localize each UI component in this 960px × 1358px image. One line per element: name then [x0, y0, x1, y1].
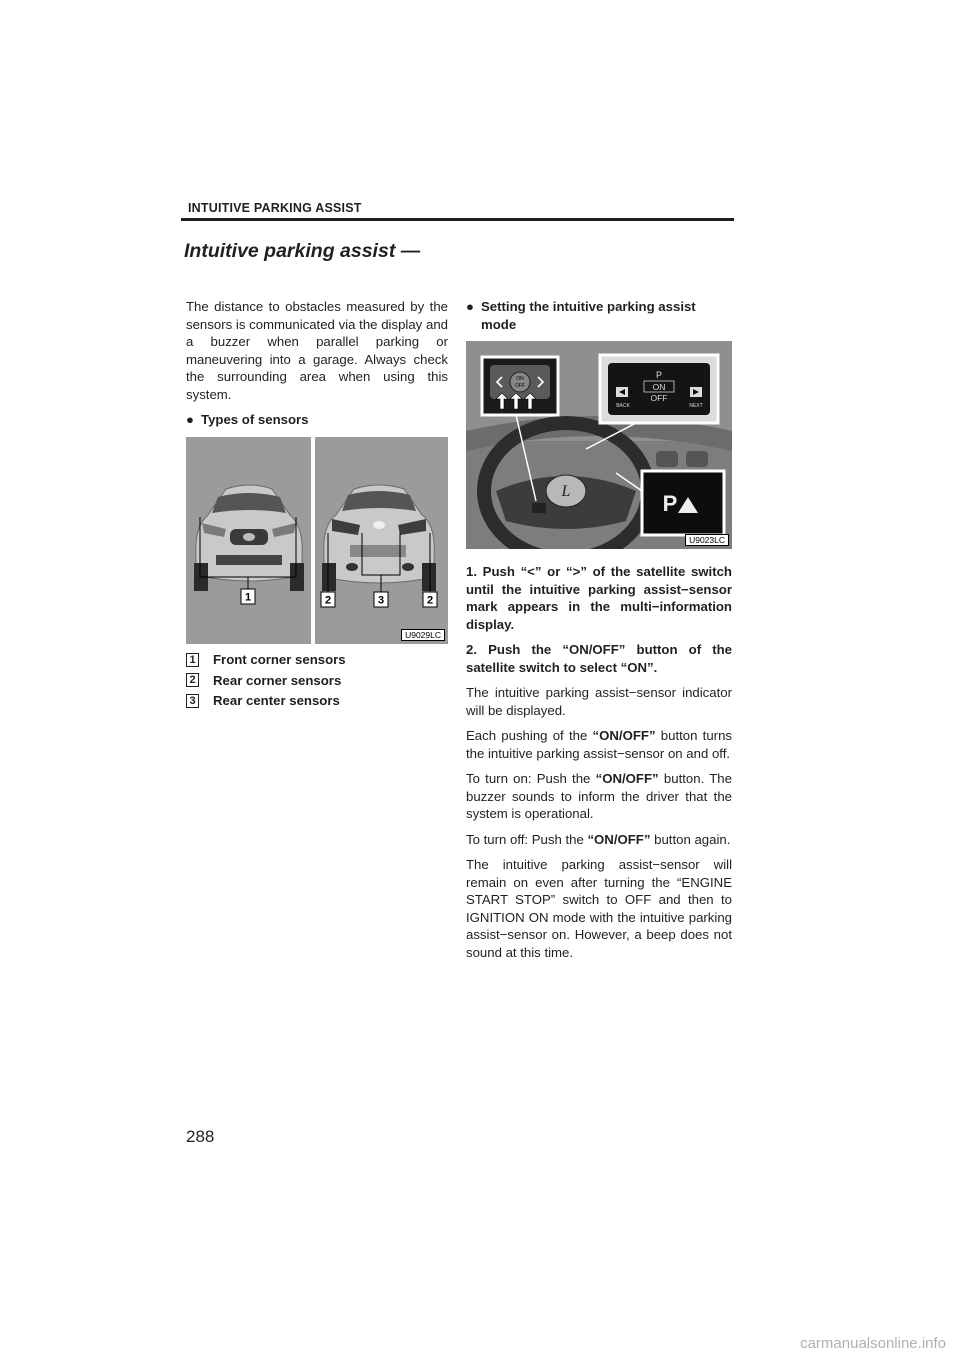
legend-item	[186, 691, 448, 712]
svg-text:L: L	[561, 483, 571, 500]
legend-label: Rear center sensors	[213, 693, 340, 709]
callout-3: 3	[377, 594, 385, 606]
car-front-rear-illustration	[186, 437, 448, 644]
paragraph-turn-on	[466, 770, 732, 823]
legend-item	[186, 650, 448, 671]
header-rule	[181, 218, 734, 221]
running-header: INTUITIVE PARKING ASSIST	[188, 201, 362, 215]
dashboard-figure	[466, 341, 732, 549]
callout-2-left: 2	[324, 594, 332, 606]
switch-off-label: OFF	[515, 383, 525, 389]
sensor-legend	[186, 650, 448, 712]
paragraph-remain-on: The intuitive parking assist−sensor will remain on even after turning the “ENGINE START STOP” switch to OFF and then to IGNITION ON mode with the intuitive parking assist−sensor on. However, a beep does not sound at this time.	[466, 857, 732, 960]
legend-item	[186, 670, 448, 691]
bullet-text: Setting the intuitive parking assist mode	[481, 299, 696, 332]
bullet-setting-mode	[466, 298, 732, 333]
paragraph-turn-off	[466, 831, 732, 849]
text-run: button. The buzzer sounds to inform the driver that the system is operational.	[466, 771, 732, 821]
bullet-icon: ●	[466, 299, 474, 314]
bullet-text: Types of sensors	[201, 412, 309, 427]
bullet-icon: ●	[186, 412, 194, 427]
paragraph-indicator: The intuitive parking assist−sensor indicator will be displayed.	[466, 685, 732, 718]
switch-on-label: ON	[516, 376, 524, 382]
figure-code: U9029LC	[401, 629, 445, 641]
legend-number: 3	[186, 694, 199, 708]
page-number: 288	[186, 1127, 215, 1146]
legend-label: Front corner sensors	[213, 652, 346, 668]
steering-wheel-illustration	[466, 341, 732, 549]
text-run: button again.	[650, 831, 731, 847]
button-name: “ON/OFF”	[595, 771, 659, 786]
button-name: “ON/OFF”	[587, 831, 651, 847]
display-on-label: ON	[652, 382, 666, 392]
display-off-label: OFF	[650, 393, 668, 403]
intro-paragraph: The distance to obstacles measured by the sensors is communicated via the display and a buzzer when parallel parking or maneuvering into a garage. Always check the surrounding area when using this system.	[186, 299, 448, 402]
display-back-label: BACK	[616, 403, 630, 409]
text-run: button turns the intuitive parking assist−sensor on and off.	[466, 728, 732, 761]
button-name: “ON/OFF”	[592, 728, 656, 743]
legend-number: 2	[186, 673, 199, 687]
step-1: 1. Push “<” or “>” of the satellite switch until the intuitive parking assist−sensor mark appears in the multi−information display.	[466, 564, 732, 632]
bullet-types-of-sensors	[186, 411, 448, 429]
text-run: Each pushing of the	[466, 728, 593, 743]
text-run: To turn off: Push the	[466, 831, 588, 847]
paragraph-each-push	[466, 727, 732, 762]
legend-label: Rear corner sensors	[213, 672, 342, 688]
callout-1: 1	[244, 591, 252, 603]
watermark: carmanualsonline.info	[800, 1335, 946, 1352]
step-2: 2. Push the “ON/OFF” button of the satellite switch to select “ON”.	[466, 642, 732, 675]
right-column	[466, 298, 732, 969]
svg-text:P: P	[662, 491, 678, 516]
legend-number: 1	[186, 653, 199, 667]
svg-text:P: P	[655, 370, 663, 380]
figure-code: U9023LC	[685, 534, 729, 546]
display-next-label: NEXT	[689, 403, 703, 409]
left-column	[186, 298, 448, 711]
text-run: To turn on: Push the	[466, 771, 596, 786]
sensor-types-figure	[186, 437, 448, 644]
callout-2-right: 2	[426, 594, 434, 606]
section-title: Intuitive parking assist —	[184, 240, 421, 262]
